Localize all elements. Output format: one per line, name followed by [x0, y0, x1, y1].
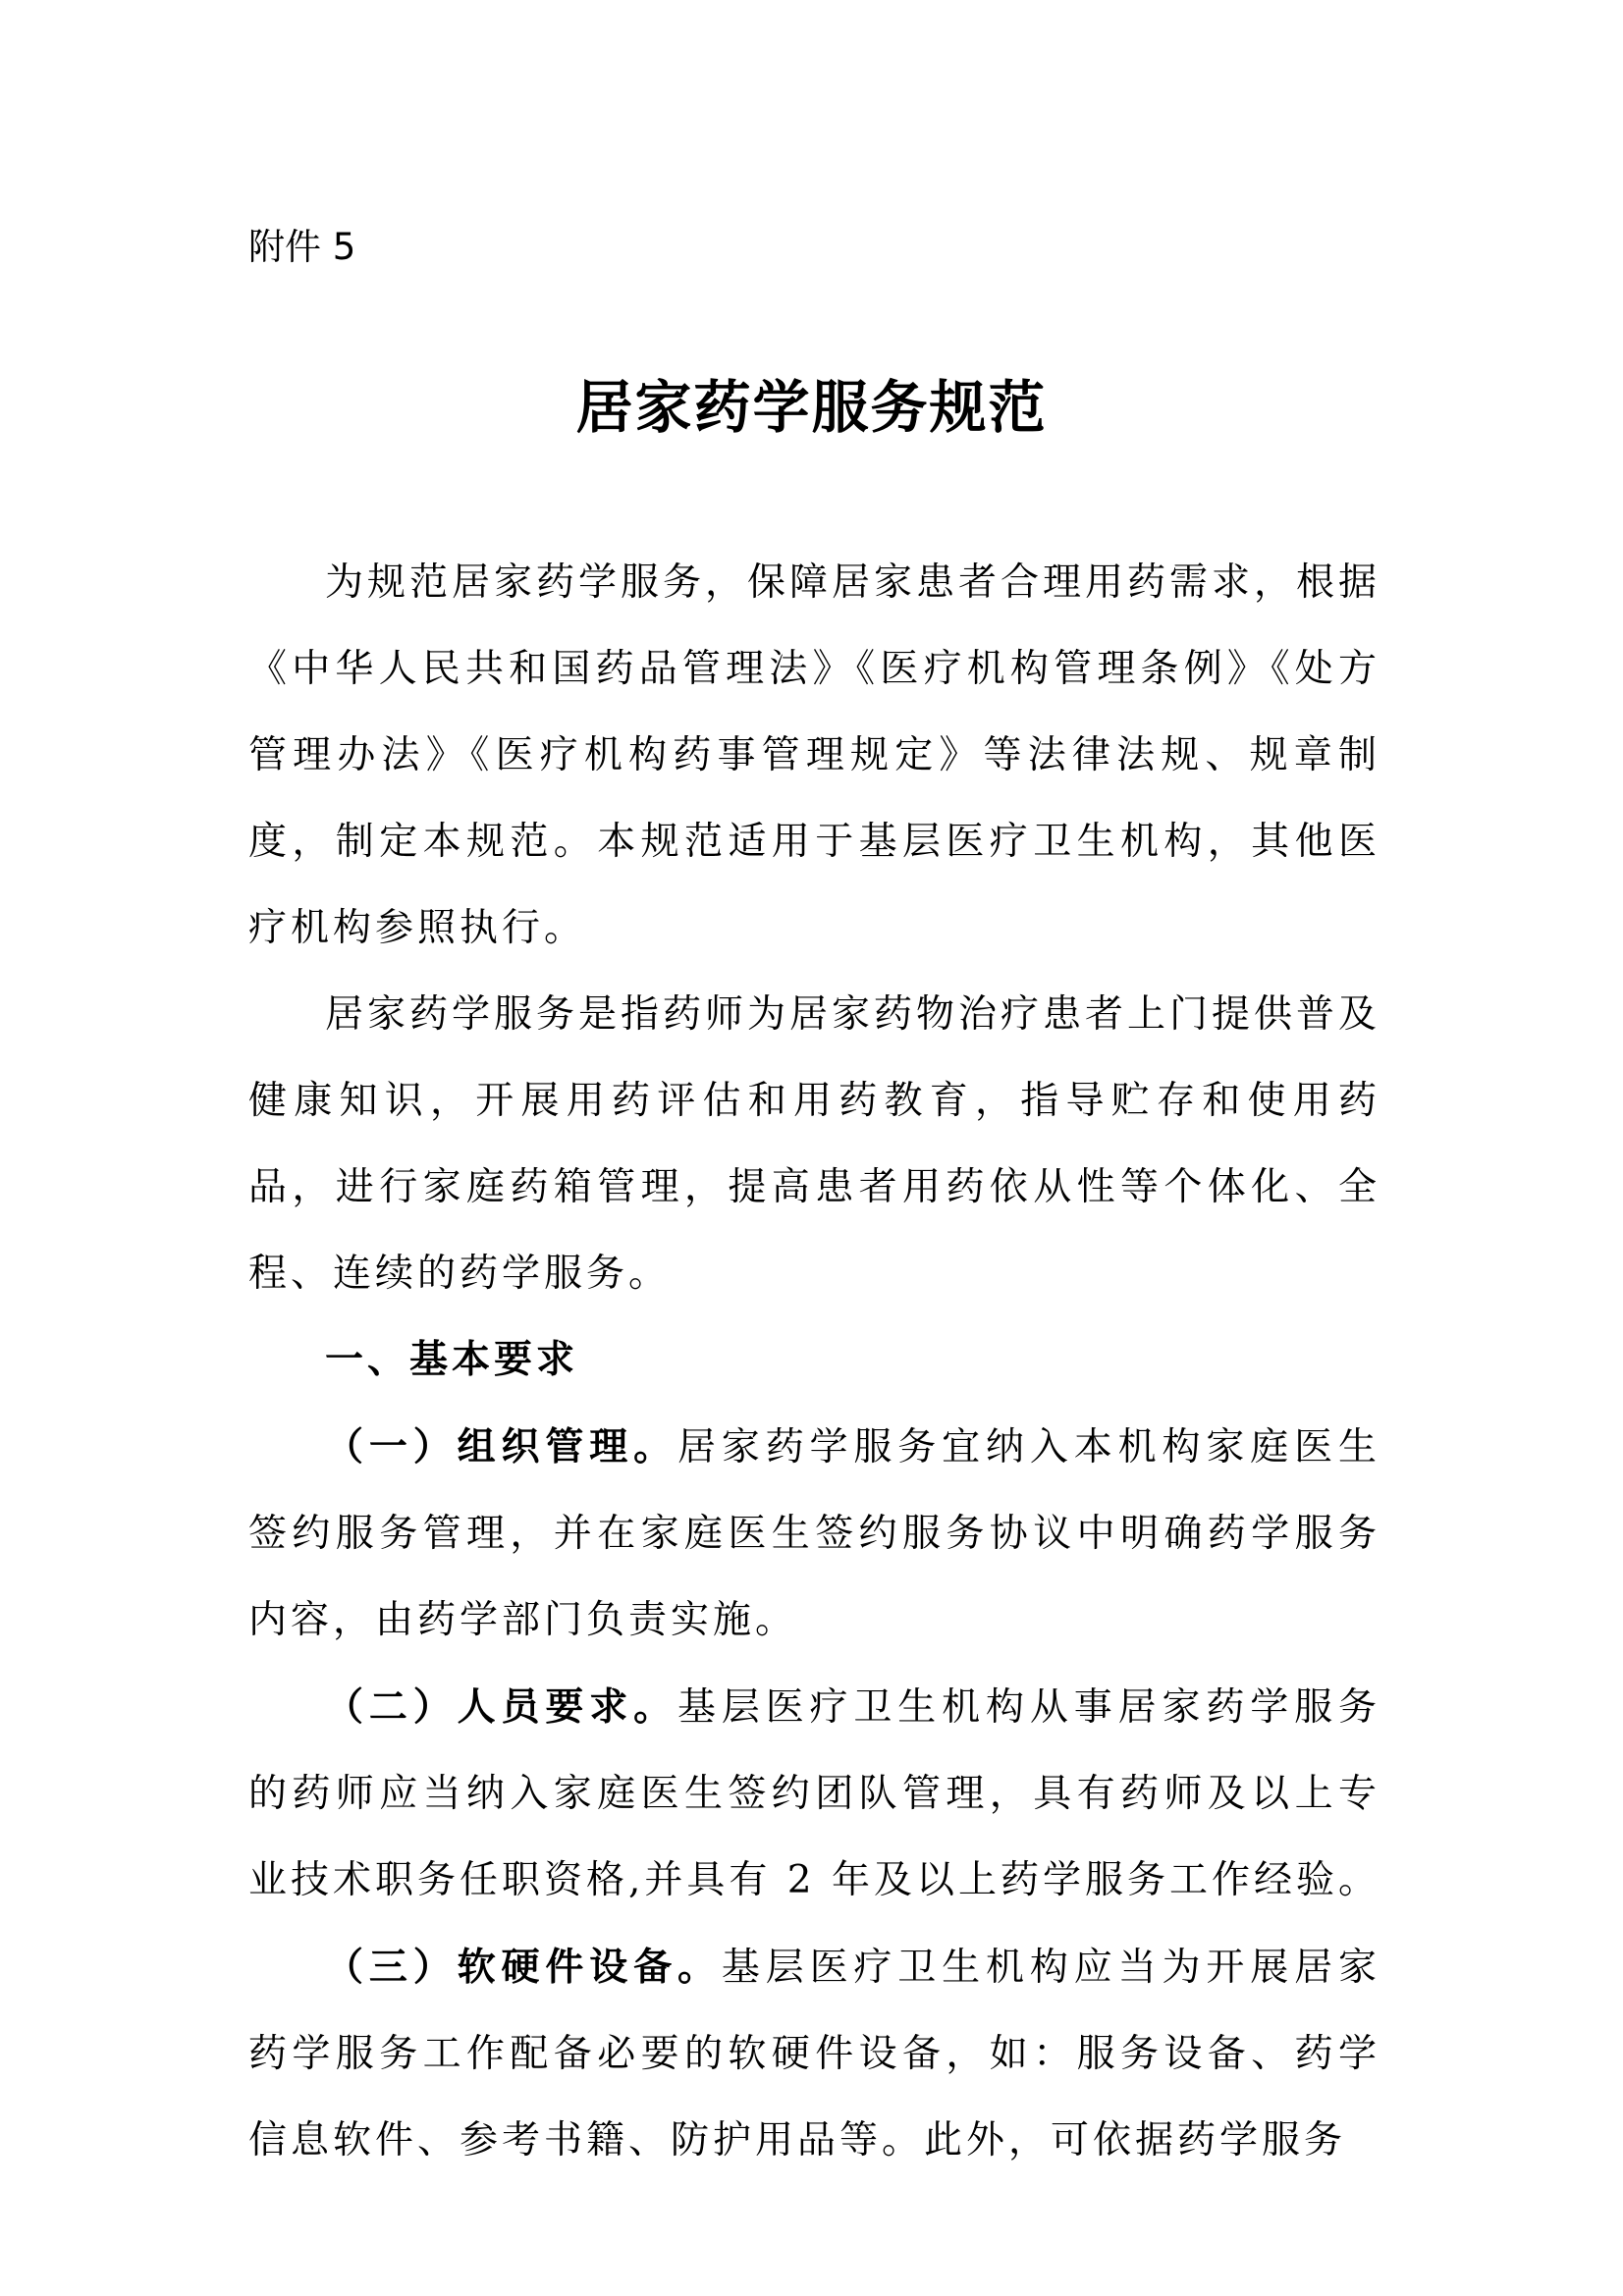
document-title: 居家药学服务规范	[575, 374, 1048, 441]
requirement-item-text: 基层医疗卫生机构应当为开展居家药学服务工作配备必要的软硬件设备，如：服务设备、药学信息软件、参考书籍、防护用品等。此外，可依据药学服务	[248, 1946, 1380, 2163]
intro-paragraph-definition: 居家药学服务是指药师为居家药物治疗患者上门提供普及健康知识，开展用药评估和用药教育，指导贮存和使用药品，进行家庭药箱管理，提高患者用药依从性等个体化、全程、连续的药学服务。	[248, 992, 1381, 1296]
requirement-item-lead: （三）软硬件设备。	[325, 1945, 722, 1990]
requirement-item-organization	[248, 1404, 1380, 1664]
requirement-item-lead: （二）人员要求。	[325, 1684, 677, 1730]
intro-paragraph-purpose: 为规范居家药学服务，保障居家患者合理用药需求，根据《中华人民共和国药品管理法》《医疗机构管理条例》《处方管理办法》《医疗机构药事管理规定》等法律法规、规章制度，制定本规范。本规范适用于基层医疗卫生机构，其他医疗机构参照执行。	[248, 561, 1381, 950]
document-body	[248, 540, 1380, 2184]
requirement-item-personnel	[248, 1664, 1380, 1924]
attachment-label: 附件 5	[248, 226, 356, 268]
requirement-item-equipment	[248, 1924, 1380, 2184]
requirement-item-text: 居家药学服务宜纳入本机构家庭医生签约服务管理，并在家庭医生签约服务协议中明确药学服务内容，由药学部门负责实施。	[248, 1425, 1380, 1642]
requirement-item-text: 基层医疗卫生机构从事居家药学服务的药师应当纳入家庭医生签约团队管理，具有药师及以上专业技术职务任职资格,并具有 2 年及以上药学服务工作经验。	[248, 1685, 1381, 1902]
section-heading-basic-requirements: 一、基本要求	[325, 1338, 579, 1382]
requirement-item-lead: （一）组织管理。	[325, 1424, 677, 1469]
